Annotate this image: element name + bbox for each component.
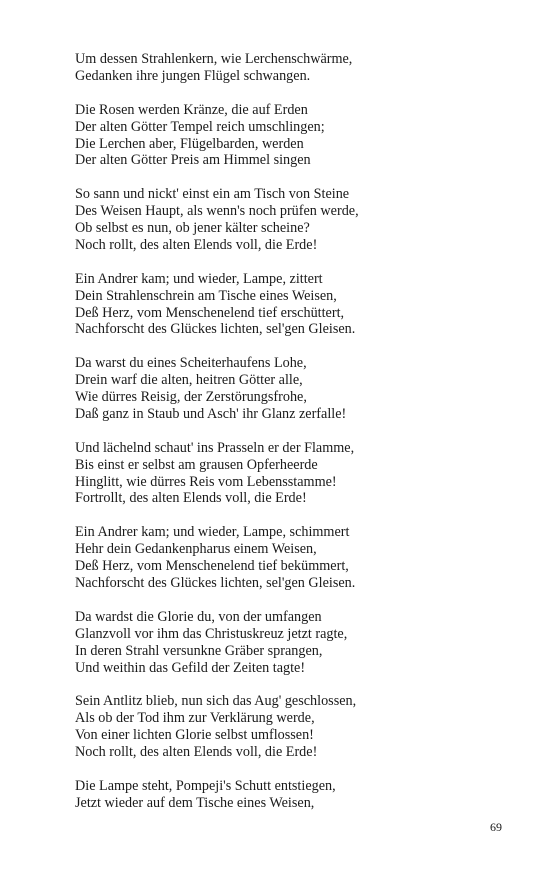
stanza-5 (75, 355, 515, 423)
stanza-2 (75, 102, 515, 170)
poem-line: Daß ganz in Staub und Asch' ihr Glanz zerfalle! (75, 405, 347, 422)
poem-line: Noch rollt, des alten Elends voll, die Erde! (75, 236, 318, 253)
poem-line: Dein Strahlenschrein am Tische eines Weisen, (75, 287, 337, 304)
page-number: 69 (490, 820, 502, 834)
poem-line: Sein Antlitz blieb, nun sich das Aug' geschlossen, (75, 693, 357, 710)
stanza-8 (75, 609, 515, 677)
poem-line: Und weithin das Gefild der Zeiten tagte! (75, 659, 306, 676)
poem-line: Die Rosen werden Kränze, die auf Erden (75, 101, 308, 118)
poem-line: Ein Andrer kam; und wieder, Lampe, zittert (75, 270, 323, 287)
stanza-10 (75, 778, 515, 812)
poem-line: Fortrollt, des alten Elends voll, die Erde! (75, 490, 307, 507)
poem-line: Deß Herz, vom Menschenelend tief erschüttert, (75, 304, 345, 321)
poem-line: Als ob der Tod ihm zur Verklärung werde, (75, 710, 315, 727)
poem-line: Nachforscht des Glückes lichten, sel'gen Gleisen. (75, 575, 356, 591)
poem-line: Und lächelnd schaut' ins Prasseln er der Flamme, (75, 439, 355, 456)
poem-line: Von einer lichten Glorie selbst umflossen! (75, 727, 314, 744)
poem-line: Hehr dein Gedankenpharus einem Weisen, (75, 541, 317, 558)
poem-line: So sann und nickt' einst ein am Tisch von Steine (75, 186, 350, 203)
poem-line: Bis einst er selbst am grausen Opferheerde (75, 456, 318, 473)
poem-line: Um dessen Strahlenkern, wie Lerchenschwärme, (75, 51, 353, 67)
poem-line: Da warst du eines Scheiterhaufens Lohe, (75, 355, 307, 372)
poem-line: Die Lampe steht, Pompeji's Schutt entstiegen, (75, 777, 336, 794)
poem-line: Deß Herz, vom Menschenelend tief bekümmert, (75, 558, 349, 575)
poem-line: Drein warf die alten, heitren Götter alle, (75, 372, 303, 389)
poem-line: Ob selbst es nun, ob jener kälter scheine? (75, 220, 310, 237)
poem-line: Jetzt wieder auf dem Tische eines Weisen, (75, 794, 315, 811)
poem-line: Noch rollt, des alten Elends voll, die Erde! (75, 744, 318, 761)
poem-line: Glanzvoll vor ihm das Christuskreuz jetzt ragte, (75, 625, 348, 642)
poem-line: Gedanken ihre jungen Flügel schwangen. (75, 67, 311, 84)
poem-line: Der alten Götter Preis am Himmel singen (75, 152, 311, 169)
stanza-3 (75, 186, 515, 254)
stanza-1 (75, 51, 515, 85)
stanza-7 (75, 524, 515, 592)
poem-line: Nachforscht des Glückes lichten, sel'gen Gleisen. (75, 321, 356, 338)
poem-line: Hinglitt, wie dürres Reis vom Lebensstamme! (75, 473, 337, 490)
poem-line: Die Lerchen aber, Flügelbarden, werden (75, 135, 304, 152)
poem-line: Da wardst die Glorie du, von der umfangen (75, 608, 322, 625)
poem-line: Des Weisen Haupt, als wenn's noch prüfen werde, (75, 203, 359, 220)
poem-line: Wie dürres Reisig, der Zerstörungsfrohe, (75, 389, 307, 406)
poem-text (75, 51, 515, 829)
poem-line: In deren Strahl versunkne Gräber sprangen, (75, 642, 323, 659)
poem-line: Der alten Götter Tempel reich umschlingen; (75, 118, 325, 135)
stanza-4 (75, 271, 515, 339)
stanza-6 (75, 440, 515, 508)
stanza-9 (75, 693, 515, 761)
poem-line: Ein Andrer kam; und wieder, Lampe, schimmert (75, 524, 350, 541)
